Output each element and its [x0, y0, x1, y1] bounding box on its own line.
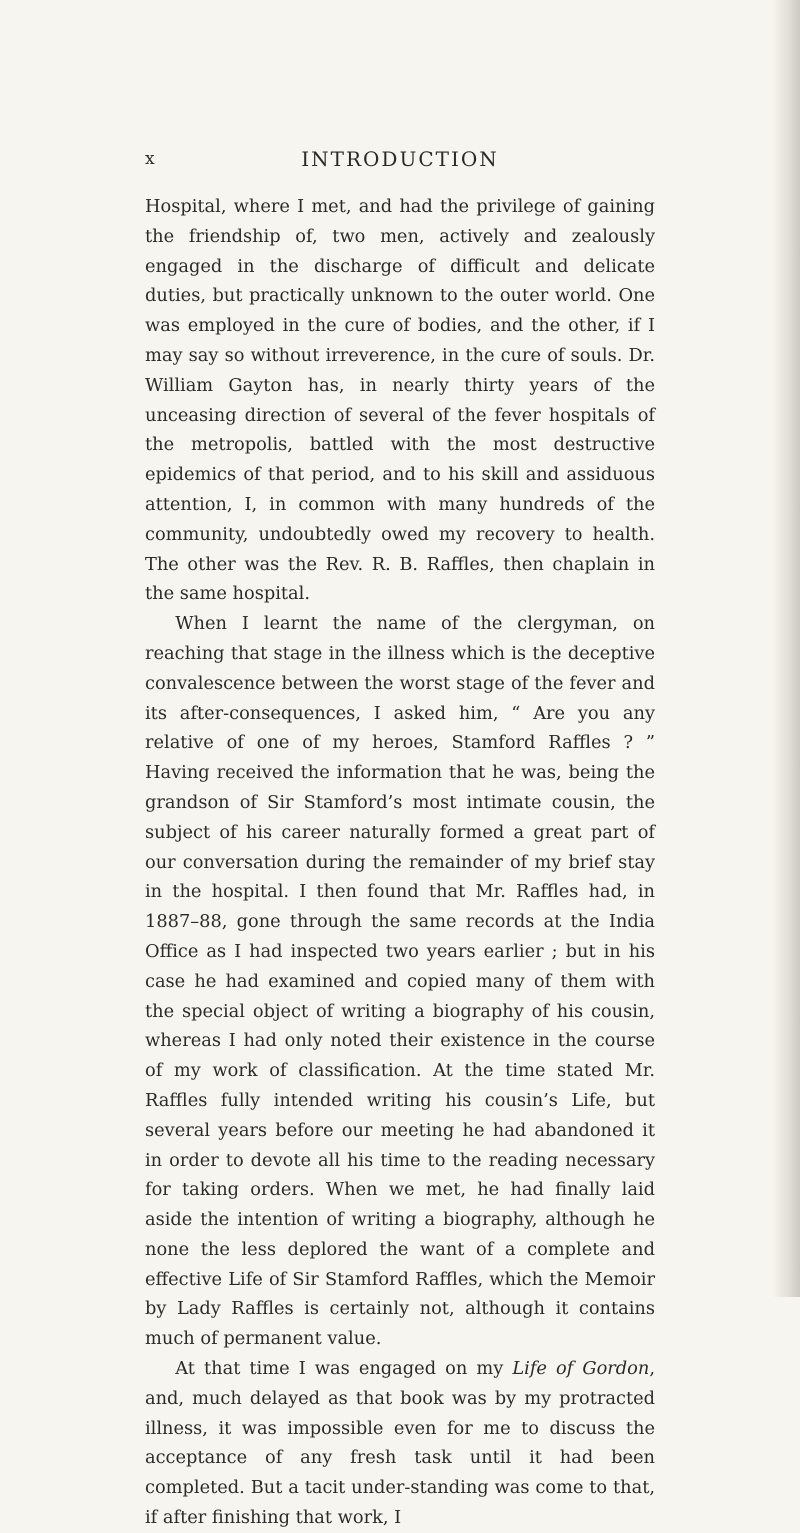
body-text	[145, 192, 655, 1533]
paragraph-3-text-before: At that time I was engaged on my	[175, 1358, 513, 1380]
book-title-italic: Life of Gordon	[512, 1358, 650, 1380]
running-title: INTRODUCTION	[301, 147, 499, 171]
paragraph-3	[145, 1354, 655, 1533]
paragraph-2: When I learnt the name of the clergyman, on reaching that stage in the illness which is the deceptive convalescence between the worst stage of the fever and its after-consequences, I asked him, “ Are you any relative of one of my heroes, Stamford Raffles ? ” Having received the information that he was, being the grandson of Sir Stamford’s most intimate cousin, the subject of his career naturally formed a great part of our conversation during the remainder of my brief stay in the hospital. I then found that Mr. Raffles had, in 1887–88, gone through the same records at the India Office as I had inspected two years earlier ; but in his case he had examined and copied many of them with the special object of writing a biography of his cousin, whereas I had only noted their existence in the course of my work of classification. At the time stated Mr. Raffles fully intended writing his cousin’s Life, but several years before our meeting he had abandoned it in order to devote all his time to the reading necessary for taking orders. When we met, he had finally laid aside the intention of writing a biography, although he none the less deplored the want of a complete and effective Life of Sir Stamford Raffles, which the Memoir by Lady Raffles is certainly not, although it contains much of permanent value.	[145, 613, 655, 1350]
paragraph-1: Hospital, where I met, and had the privilege of gaining the friendship of, two men, actively and zealously engaged in the discharge of difficult and delicate duties, but practically unknown to the outer world. One was employed in the cure of bodies, and the other, if I may say so without irreverence, in the cure of souls. Dr. William Gayton has, in nearly thirty years of the unceasing direction of several of the fever hospitals of the metropolis, battled with the most destructive epidemics of that period, and to his skill and assiduous attention, I, in common with many hundreds of the community, undoubtedly owed my recovery to health. The other was the Rev. R. B. Raffles, then chaplain in the same hospital.	[145, 196, 655, 605]
paragraph-3-text-after: , and, much delayed as that book was by my protracted illness, it was impossible even for me to discuss the acceptance of any fresh task until it had been completed. But a tacit under-standing was come to that, if after finishing that work, I	[145, 1358, 655, 1529]
page-header	[145, 147, 655, 177]
page-edge-shadow	[772, 0, 800, 1297]
page-number: x	[145, 149, 156, 169]
